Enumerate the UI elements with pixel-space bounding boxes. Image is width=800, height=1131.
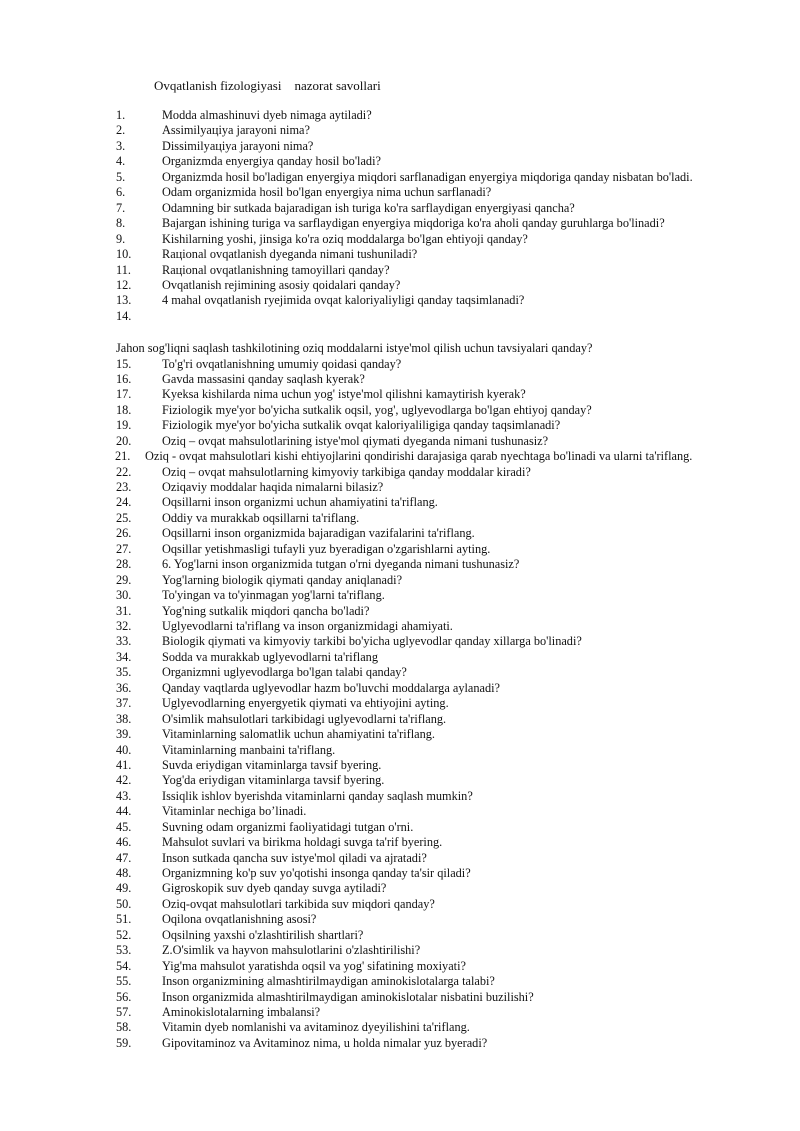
question-number: 7. [116,200,126,215]
question-number: 10. [116,247,132,262]
question-text: Gipovitaminoz va Avitaminoz nima, u holda nimalar yuz byeradi? [162,1035,488,1050]
question-number: 31. [116,603,132,618]
question-text: Uglyevodlarning enyergyetik qiymati va ehtiyojini ayting. [162,696,449,711]
question-text: Oqsilning yaxshi o'zlashtirilish shartlari? [162,927,364,942]
section-intro: Jahon sog'liqni saqlash tashkilotining oziq moddalarni istye'mol qilish uchun tavsiyalari qanday? [116,341,593,355]
question-number: 3. [116,138,126,153]
question-text: Suvda eriydigan vitaminlarga tavsif byering. [162,757,382,772]
question-number: 30. [116,588,132,603]
question-number: 50. [116,896,132,911]
question-number: 36. [116,680,132,695]
question-text: Oqsillarni inson organizmida bajaradigan vazifalarini ta'riflang. [162,526,475,541]
question-number: 33. [116,634,132,649]
question-number: 8. [116,216,126,231]
question-text: Oziq-ovqat mahsulotlari tarkibida suv miqdori qanday? [162,896,435,911]
question-number: 32. [116,618,132,633]
question-text: Organizmning ko'p suv yo'qotishi insonga qanday ta'sir qiladi? [162,866,471,881]
page-title: Ovqatlanish fizologiyasi nazorat savollari [154,78,381,93]
question-text: Fiziologik mye'yor bo'yicha sutkalik ovqat kaloriyaliligiga qanday taqsimlanadi? [162,418,561,433]
question-number: 37. [116,696,132,711]
question-text: Qanday vaqtlarda uglyevodlar hazm bo'luvchi moddalarga aylanadi? [162,680,500,695]
question-number: 55. [116,974,132,989]
question-number: 56. [116,989,132,1004]
question-number: 2. [116,123,126,138]
question-number: 49. [116,881,132,896]
question-number: 28. [116,557,132,572]
question-number: 47. [116,850,132,865]
question-text: Gavda massasini qanday saqlash kyerak? [162,371,365,386]
question-text: Odamning bir sutkada bajaradigan ish turiga ko'ra sarflaydigan enyergiyasi qancha? [162,200,575,215]
question-text: To'yingan va to'yinmagan yog'larni ta'riflang. [162,588,385,603]
question-number: 53. [116,943,132,958]
question-text: Vitaminlarning manbaini ta'riflang. [162,742,336,757]
question-text: Oqilona ovqatlanishning asosi? [162,912,317,927]
question-number: 11. [116,262,131,277]
question-text: Ovqatlanish rejimining asosiy qoidalari qanday? [162,277,401,292]
question-text: Oqsillarni inson organizmi uchun ahamiyatini ta'riflang. [162,495,438,510]
question-text: To'g'ri ovqatlanishning umumiy qoidasi qanday? [162,356,402,371]
question-number: 9. [116,231,126,246]
question-number: 35. [116,665,132,680]
question-text: Inson sutkada qancha suv istye'mol qiladi va ajratadi? [162,850,427,865]
question-number: 40. [116,742,132,757]
question-text: Mahsulot suvlari va birikma holdagi suvga ta'rif byering. [162,835,443,850]
question-number: 59. [116,1035,132,1050]
question-number: 51. [116,912,132,927]
question-text: Aminokislotalarning imbalansi? [162,1004,321,1019]
question-number: 44. [116,804,132,819]
question-text: Raцional ovqatlanish dyeganda nimani tushuniladi? [162,247,418,262]
question-number: 23. [116,480,132,495]
question-number: 19. [116,418,132,433]
question-text: Biologik qiymati va kimyoviy tarkibi bo'yicha uglyevodlar qanday xillarga bo'linadi? [162,634,582,649]
question-text: Yog'ning sutkalik miqdori qancha bo'ladi? [162,603,370,618]
question-number: 46. [116,835,132,850]
question-text: Oziq - ovqat mahsulotlari kishi ehtiyojlarini qondirishi darajasiga qarab nyechtaga bo'linadi va ularni ta'riflang. [145,449,693,464]
question-text: Odam organizmida hosil bo'lgan enyergiya nima uchun sarflanadi? [162,185,492,200]
question-text: Sodda va murakkab uglyevodlarni ta'riflang [162,649,378,664]
question-number: 48. [116,866,132,881]
question-number: 25. [116,510,132,525]
question-text: Vitamin dyeb nomlanishi va avitaminoz dyeyilishini ta'riflang. [162,1020,470,1035]
question-number: 20. [116,433,132,448]
question-text: 4 mahal ovqatlanish ryejimida ovqat kaloriyaliyligi qanday taqsimlanadi? [162,293,525,308]
question-number: 18. [116,402,132,417]
question-number: 1. [116,108,126,122]
question-text: Yog'larning biologik qiymati qanday aniqlanadi? [162,572,403,587]
question-text: Inson organizmida almashtirilmaydigan aminokislotalar nisbatini buzilishi? [162,989,534,1004]
question-text: Raцional ovqatlanishning tamoyillari qanday? [162,262,390,277]
question-text: Yig'ma mahsulot yaratishda oqsil va yog' sifatining moxiyati? [162,958,466,973]
question-number: 57. [116,1004,132,1019]
question-text: Organizmni uglyevodlarga bo'lgan talabi qanday? [162,665,407,680]
question-text: Oqsillar yetishmasligi tufayli yuz byeradigan o'zgarishlarni ayting. [162,541,491,556]
question-text: Oddiy va murakkab oqsillarni ta'riflang. [162,510,360,525]
question-number: 16. [116,371,132,386]
question-text: Inson organizmining almashtirilmaydigan aminokislotalarga talabi? [162,974,495,989]
question-number: 38. [116,711,132,726]
question-number: 41. [116,757,132,772]
question-text: Vitaminlarning salomatlik uchun ahamiyatini ta'riflang. [162,727,435,742]
question-number: 15. [116,356,132,371]
question-number: 45. [116,819,132,834]
question-text: Fiziologik mye'yor bo'yicha sutkalik oqsil, yog', uglyevodlarga bo'lgan ehtiyoj qanday? [162,402,592,417]
question-text: Suvning odam organizmi faoliyatidagi tutgan o'rni. [162,819,414,834]
question-number: 21. [115,449,131,464]
question-number: 12. [116,277,132,292]
question-text: Oziq – ovqat mahsulotlarining istye'mol qiymati dyeganda nimani tushunasiz? [162,433,549,448]
question-number: 27. [116,541,132,556]
question-number: 34. [116,649,132,664]
question-text: Yog'da eriydigan vitaminlarga tavsif byering. [162,773,385,788]
question-text: Issiqlik ishlov byerishda vitaminlarni qanday saqlash mumkin? [162,788,473,803]
question-number: 42. [116,773,132,788]
question-number: 6. [116,185,126,200]
question-number: 17. [116,387,132,402]
question-text: 6. Yog'larni inson organizmida tutgan o'rni dyeganda nimani tushunasiz? [162,557,520,572]
question-number: 54. [116,958,132,973]
question-text: Modda almashinuvi dyeb nimaga aytiladi? [162,108,372,122]
question-text: Gigroskopik suv dyeb qanday suvga aytiladi? [162,881,387,896]
question-number: 26. [116,526,132,541]
question-number: 13. [116,293,132,308]
question-number: 43. [116,788,132,803]
question-number: 58. [116,1020,132,1035]
question-text: Assimilyaцiya jarayoni nima? [162,123,310,138]
question-number: 29. [116,572,132,587]
question-text: Bajargan ishining turiga va sarflaydigan enyergiya miqdoriga ko'ra aholi qanday guruhlarga bo'linadi? [162,216,665,231]
question-number: 24. [116,495,132,510]
question-text: Organizmda enyergiya qanday hosil bo'ladi? [162,154,381,169]
question-text: Z.O'simlik va hayvon mahsulotlarini o'zlashtirilishi? [162,943,421,958]
question-number: 22. [116,464,132,479]
question-text: O'simlik mahsulotlari tarkibidagi uglyevodlarni ta'riflang. [162,711,447,726]
question-number: 4. [116,154,126,169]
question-text: Oziq – ovqat mahsulotlarning kimyoviy tarkibiga qanday moddalar kiradi? [162,464,531,479]
question-text: Kyeksa kishilarda nima uchun yog' istye'mol qilishni kamaytirish kyerak? [162,387,526,402]
question-text: Uglyevodlarni ta'riflang va inson organizmidagi ahamiyati. [162,618,453,633]
question-text: Organizmda hosil bo'ladigan enyergiya miqdori sarflanadigan enyergiya miqdoriga qanday nisbatan bo'ladi. [162,169,693,184]
question-text: Dissimilyaцiya jarayoni nima? [162,138,314,153]
question-number: 5. [116,169,126,184]
question-number: 39. [116,727,132,742]
question-number: 14. [116,308,132,323]
question-text: Kishilarning yoshi, jinsiga ko'ra oziq moddalarga bo'lgan ehtiyoji qanday? [162,231,528,246]
question-text: Oziqaviy moddalar haqida nimalarni bilasiz? [162,480,384,495]
question-text: Vitaminlar nechiga bo’linadi. [162,804,307,819]
question-number: 52. [116,927,132,942]
